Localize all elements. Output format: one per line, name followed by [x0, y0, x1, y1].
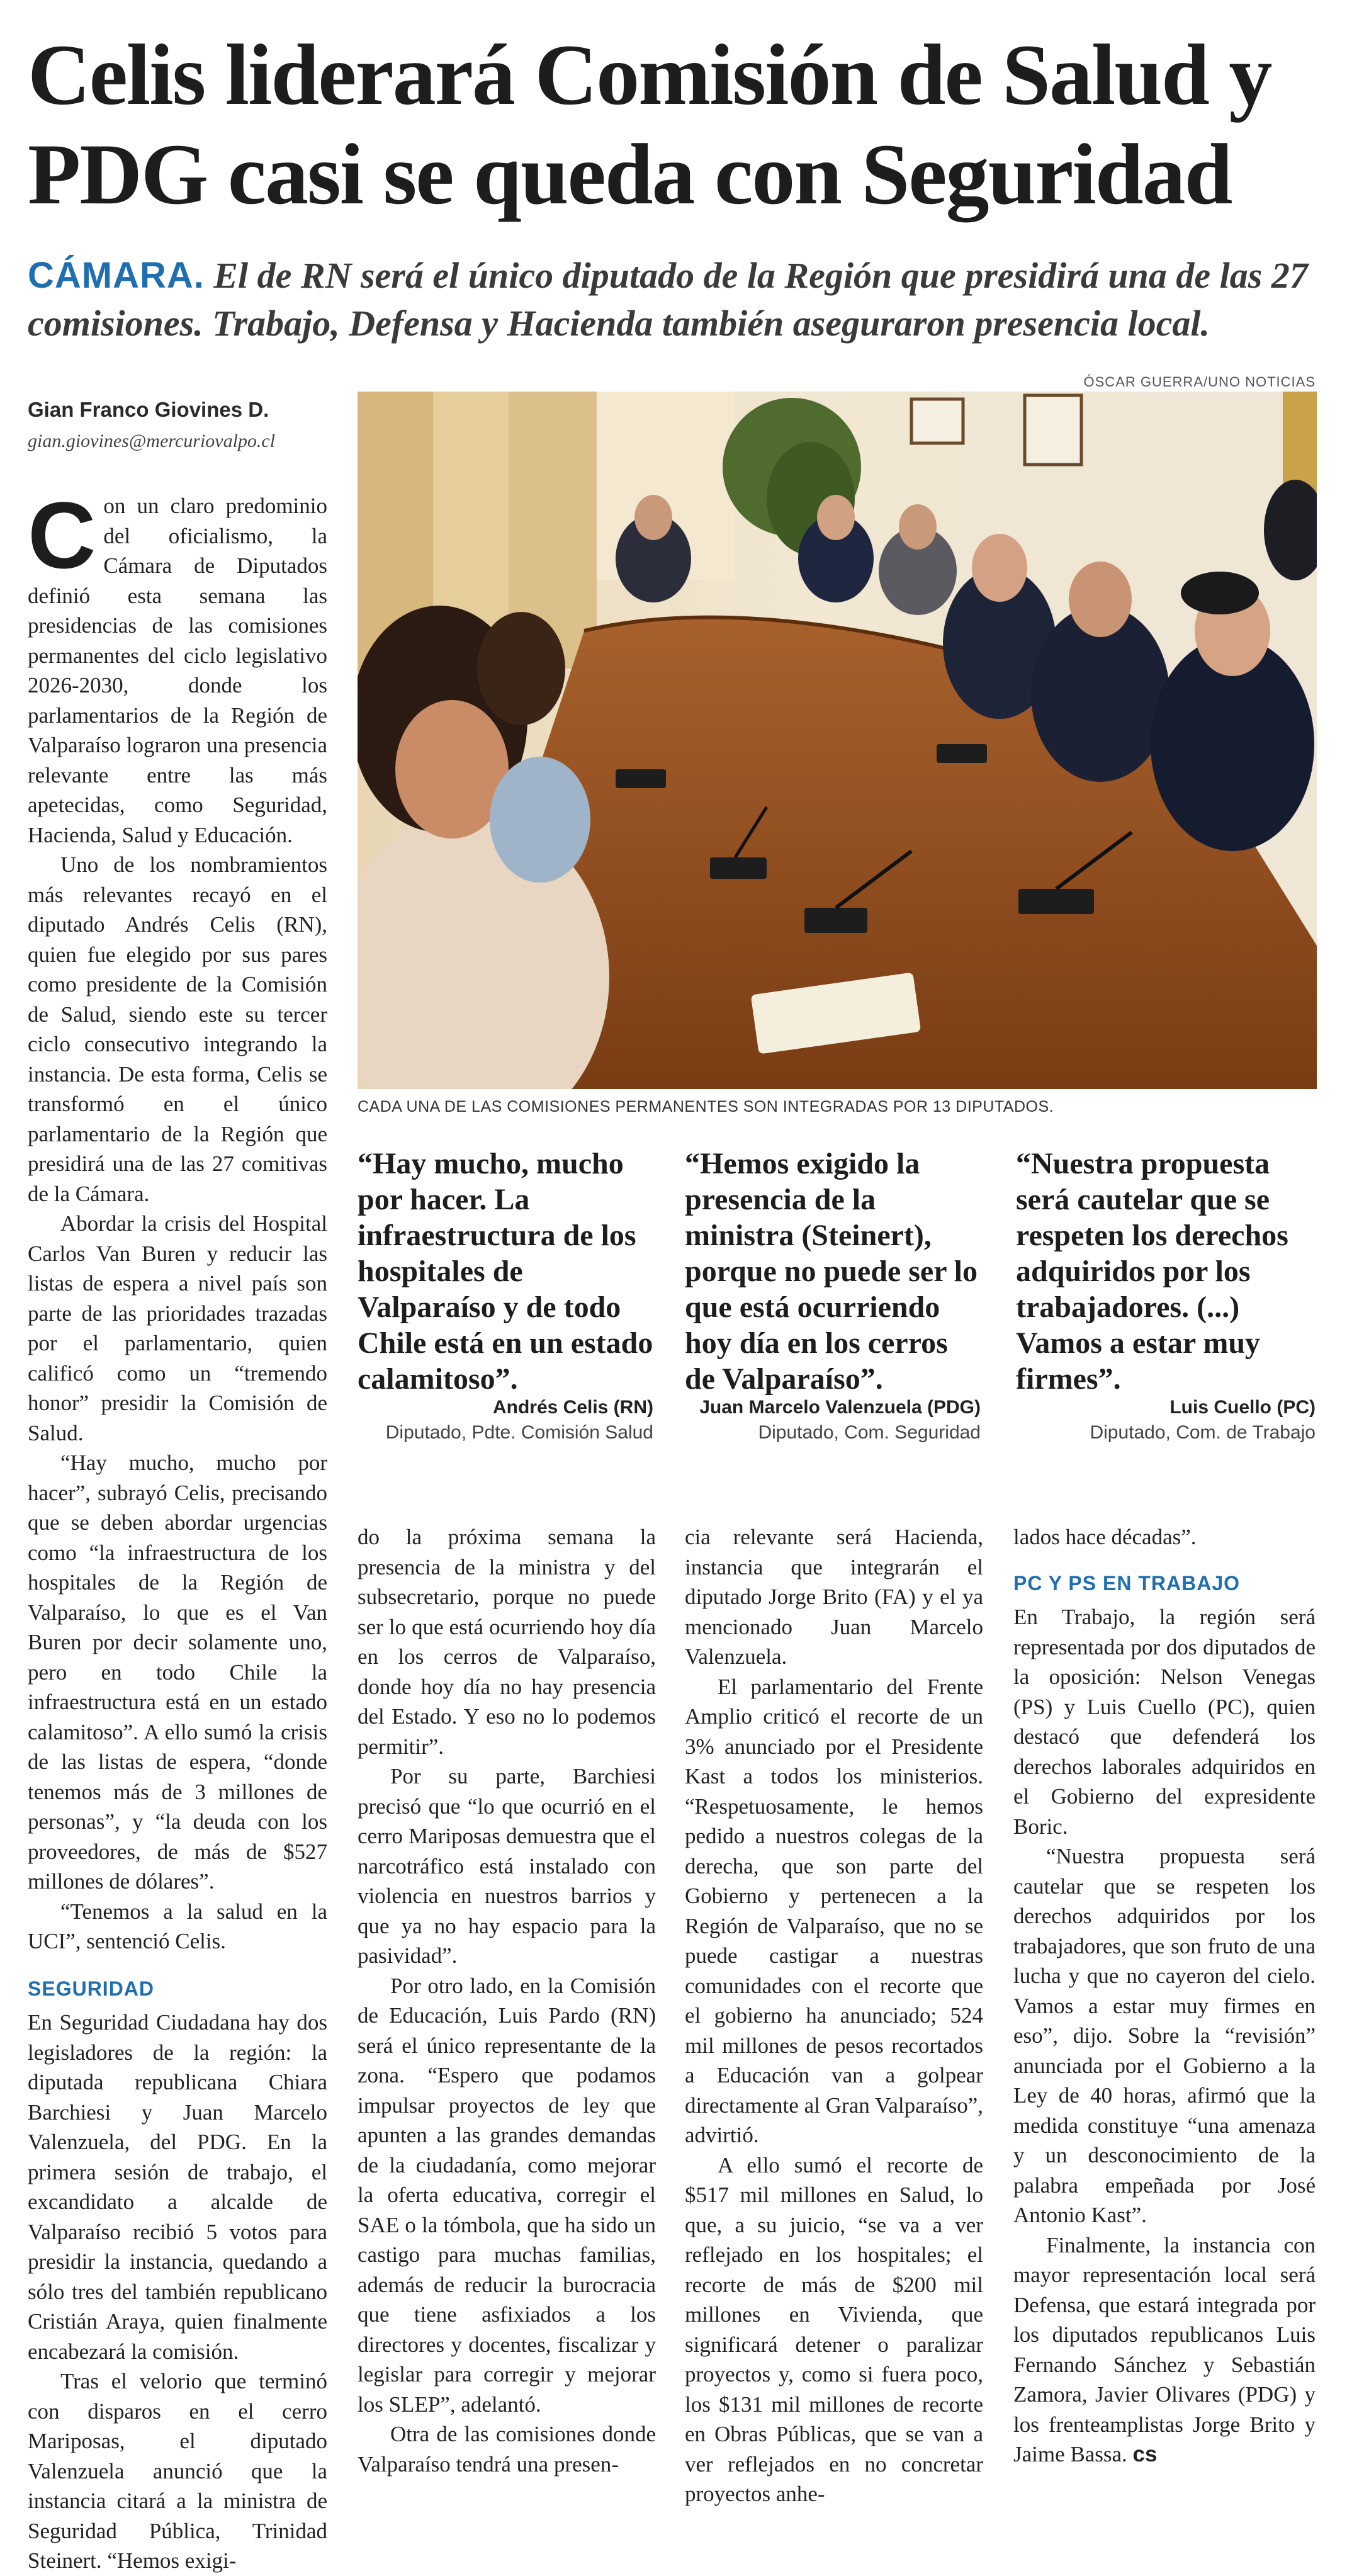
paragraph: En Seguridad Ciudadana hay dos legisladores de la región: la diputada republicana Chiara Barchiesi y Juan Marcelo Valenzuela, del PDG. En la primera sesión de trabajo, el excandidato a alcalde de Valparaíso recibió 5 votos para presidir la instancia, quedando a sólo tres del también republicano Cristián Araya, quien finalmente encabezará la comisión. — [28, 2010, 327, 2364]
headline: Celis liderará Comisión de Salud y PDG casi se queda con Seguridad — [28, 26, 1271, 222]
paragraph: cia relevante será Hacienda, instancia que integrarán el diputado Jorge Brito (FA) y el ya mencionado Juan Marcelo Valenzuela. — [685, 1525, 983, 1669]
article-column-2 — [358, 1522, 656, 2479]
paragraph: En Trabajo, la región será representada por dos diputados de la oposición: Nelson Venegas (PS) y Luis Cuello (PC), quien destacó que defenderá los derechos laborales adquiridos en el Gobierno del expresidente Boric. — [1013, 1605, 1316, 1839]
subhead — [28, 252, 1324, 347]
paragraph-text: Finalmente, la instancia con mayor representación local será Defensa, que estará integrada por los diputados republicanos Luis Fernando Sánchez y Sebastián Zamora, Javier Olivares (PDG) y los frenteamplistas Jorge Brito y Jaime Bassa. — [1013, 2232, 1316, 2466]
quote-text: “Hemos exigido la presencia de la ministra (Steinert), porque no puede ser lo que está ocurriendo hoy día en los cerros de Valparaíso”. — [685, 1147, 978, 1396]
paragraph: Abordar la crisis del Hospital Carlos Van Buren y reducir las listas de espera a nivel país son parte de las prioridades trazadas por el parlamentario, quien calificó como un “tremendo honor” presidir la Comisión de Salud. — [28, 1211, 327, 1445]
paragraph: lados hace décadas”. — [1013, 1525, 1197, 1549]
paragraph: El parlamentario del Frente Amplio criticó el recorte de un 3% anunciado por el Presidente Kast a todos los ministerios. “Respetuosamente, le hemos pedido a nuestros colegas de la derecha, que son parte del Gobierno y pertenecen a la Región de Valparaíso, que no se puede castigar a nuestras comunidades con el recorte que el gobierno ha anunciado; 524 mil millones de pesos recortados a Educación van a golpear directamente al Gran Valparaíso”, advirtió. — [685, 1674, 983, 2147]
paragraph: A ello sumó el recorte de $517 mil millones en Salud, lo que, a su juicio, “se va a ver reflejado en los hospitales; el recorte de más de $200 mil millones en Vivienda, que significará detener o paralizar proyectos y, como si fuera poco, los $131 mil millones de recorte en Obras Públicas, que se van a ver reflejados en no concretar proyectos anhe- — [685, 2152, 983, 2506]
paragraph: “Nuestra propuesta será cautelar que se respeten los derechos adquiridos por los trabajadores, que son fruto de una lucha y que no cayeron del cielo. Vamos a estar muy firmes en eso”, dijo. Sobre la “revisión” anunciada por el Gobierno a la Ley de 40 horas, afirmó que la medida constituye “una amenaza y un desconocimiento de la palabra empeñada por José Antonio Kast”. — [1013, 1844, 1316, 2227]
paragraph: do la próxima semana la presencia de la ministra y del subsecretario, porque no puede ser lo que está ocurriendo hoy día en los cerros de Valparaíso, donde hoy día no hay presencia del Estado. Y eso no lo podemos permitir”. — [358, 1525, 656, 1759]
quote-author: Luis Cuello (PC) — [1169, 1397, 1316, 1418]
subhead-text: El de RN será el único diputado de la Región que presidirá una de las 27 comisiones. Trabajo, Defensa y Hacienda también aseguraron presencia local. — [28, 255, 1308, 344]
quote-author: Andrés Celis (RN) — [492, 1397, 653, 1418]
article-column-1 — [28, 482, 327, 2576]
quote-author: Juan Marcelo Valenzuela (PDG) — [699, 1397, 981, 1418]
quote-text: “Nuestra propuesta será cautelar que se respeten los derechos adquiridos por los trabajadores. (...) Vamos a estar muy firmes”. — [1016, 1147, 1288, 1396]
paragraph — [28, 482, 327, 850]
quote-valenzuela — [685, 1146, 981, 1443]
subhead-kicker: CÁMARA. — [28, 255, 205, 296]
paragraph: Otra de las comisiones donde Valparaíso tendrá una presen- — [358, 2422, 656, 2477]
paragraph: Tras el velorio que terminó con disparos en el cerro Mariposas, el diputado Valenzuela anunció que la instancia citará a la ministra de Seguridad Pública, Trinidad Steinert. “Hemos exigi- — [28, 2369, 327, 2573]
paragraph-text: on un claro predominio del oficialismo, la Cámara de Diputados definió esta semana las presidencias de las comisiones permanentes del ciclo legislativo 2026-2030, donde los parlamentarios de la Región de Valparaíso lograron una presencia relevante entre las más apetecidas, como Seguridad, Hacienda, Salud y Educación. — [28, 494, 327, 847]
photo-illustration — [358, 392, 1317, 1089]
quote-role: Diputado, Com. Seguridad — [758, 1422, 981, 1443]
author-email: gian.giovines@mercuriovalpo.cl — [28, 431, 276, 451]
paragraph: Por otro lado, en la Comisión de Educación, Luis Pardo (RN) será el único representante de la zona. “Espero que podamos impulsar proyectos de ley que apunten a las grandes demandas de la ciudadanía, como mejorar la oferta educativa, corregir el SAE o la tómbola, que ha sido un castigo para muchas familias, además de reducir la burocracia que tiene asfixiados a los directores y docentes, fiscalizar y legislar para corregir y mejorar los SLEP”, adelantó. — [358, 1973, 656, 2417]
photo-caption: CADA UNA DE LAS COMISIONES PERMANENTES SON INTEGRADAS POR 13 DIPUTADOS. — [358, 1098, 1054, 1116]
section-heading-trabajo: PC Y PS EN TRABAJO — [1013, 1571, 1241, 1595]
paragraph: “Hay mucho, mucho por hacer”, subrayó Celis, precisando que se deben abordar urgencias como “la infraestructura de los hospitales de la Región de Valparaíso, lo que es el Van Buren por decir solamente uno, pero en todo Chile la infraestructura está en un estado calamitoso”. A ello sumó la crisis de las listas de espera, “donde tenemos más de 3 millones de personas”, y “la deuda con los proveedores, de más de $527 millones de dólares”. — [28, 1450, 327, 1894]
quote-celis — [358, 1146, 653, 1443]
news-photo — [358, 392, 1317, 1089]
quote-role: Diputado, Pdte. Comisión Salud — [385, 1422, 653, 1443]
paragraph: “Tenemos a la salud en la UCI”, sentenció Celis. — [28, 1899, 327, 1953]
quote-cuello — [1016, 1146, 1316, 1443]
quote-role: Diputado, Com. de Trabajo — [1090, 1422, 1316, 1443]
section-heading-seguridad: SEGURIDAD — [28, 1977, 155, 2000]
author-name: Gian Franco Giovines D. — [28, 398, 269, 421]
photo-credit: ÓSCAR GUERRA/UNO NOTICIAS — [1083, 374, 1316, 390]
paragraph: Uno de los nombramientos más relevantes recayó en el diputado Andrés Celis (RN), quien fue elegido por sus pares como presidente de la Comisión de Salud, siendo este su tercer ciclo consecutivo integrando la instancia. De esta forma, Celis se transformó en el único parlamentario de la Región que presidirá una de las 27 comitivas de la Cámara. — [28, 852, 327, 1206]
end-mark: cs — [1132, 2442, 1158, 2466]
article-column-4 — [1013, 1522, 1316, 2470]
article-column-3 — [685, 1522, 983, 2509]
paragraph: Por su parte, Barchiesi precisó que “lo que ocurrió en el cerro Mariposas demuestra que el narcotráfico está instalado con violencia en nuestros barrios y que ya no hay espacio para la pasividad”. — [358, 1764, 656, 1968]
dropcap: C — [28, 482, 96, 588]
quote-text: “Hay mucho, mucho por hacer. La infraestructura de los hospitales de Valparaíso y de todo Chile está en un estado calamitoso”. — [358, 1147, 653, 1396]
paragraph — [1013, 2230, 1316, 2470]
